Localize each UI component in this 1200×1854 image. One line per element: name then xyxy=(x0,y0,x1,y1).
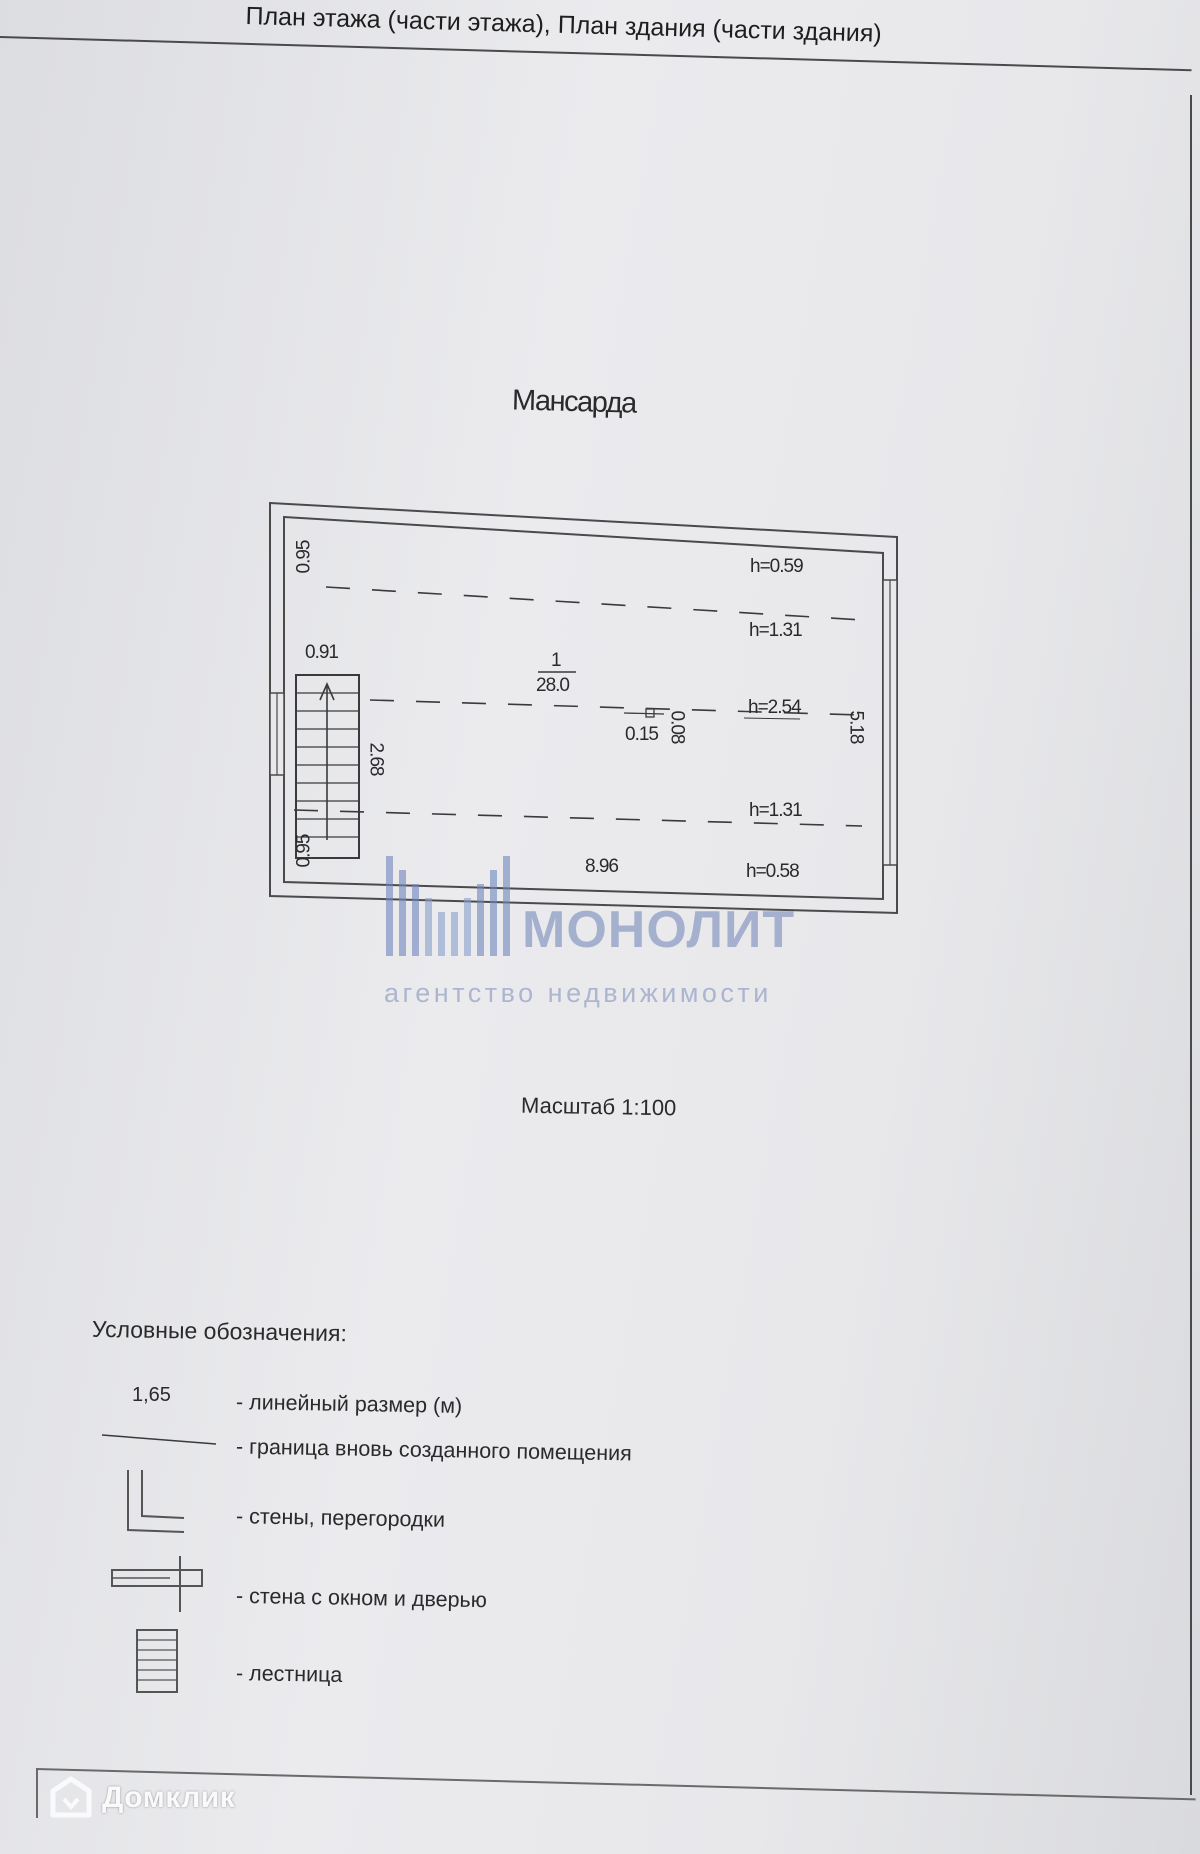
height-line-upper xyxy=(326,587,862,620)
height-label-3: h=2.54 xyxy=(748,697,801,718)
dim-column-a: 0.15 xyxy=(625,724,658,745)
legend-item-stairs: - лестница xyxy=(235,1661,343,1687)
page-title: План этажа (части этажа), План здания (части здания) xyxy=(245,2,883,48)
legend-item-window-door: - стена с окном и дверью xyxy=(235,1583,488,1613)
dim-stair-width: 0.91 xyxy=(305,642,338,663)
column-marker xyxy=(624,709,664,717)
scale-label: Масштаб 1:100 xyxy=(520,1092,677,1121)
domclick-watermark xyxy=(48,1775,235,1821)
dashed-boundary-icon xyxy=(102,1435,216,1444)
room-number: 1 xyxy=(551,650,561,671)
height-label-2: h=1.31 xyxy=(749,620,802,641)
dim-stair-length: 2.68 xyxy=(365,742,387,776)
height-label-5: h=0.58 xyxy=(746,861,799,882)
staircase xyxy=(296,675,359,858)
dim-top-left-vertical: 0.95 xyxy=(293,540,315,574)
dim-column-b: 0.08 xyxy=(666,710,688,744)
domclick-brand-name: Домклик xyxy=(102,1781,236,1814)
room-area: 28.0 xyxy=(536,675,569,696)
legend-item-boundary: - граница вновь созданного помещения xyxy=(235,1434,632,1466)
watermark-subtitle: агентство недвижимости xyxy=(384,978,772,1008)
right-window xyxy=(883,580,897,865)
stairs-icon xyxy=(137,1630,177,1692)
height-label-4: h=1.31 xyxy=(749,800,802,821)
legend-item-walls: - стены, перегородки xyxy=(235,1504,446,1532)
floor-name: Мансарда xyxy=(511,384,637,420)
watermark-brand-name: МОНОЛИТ xyxy=(522,901,796,959)
legend-sample-value: 1,65 xyxy=(132,1384,171,1406)
dim-width: 5.18 xyxy=(845,710,867,744)
domclick-logo-icon xyxy=(48,1775,94,1821)
dim-bottom-left-vertical: 0.95 xyxy=(293,834,315,868)
legend-title: Условные обозначения: xyxy=(91,1315,348,1347)
height-label-1: h=0.59 xyxy=(750,556,803,577)
left-window xyxy=(270,693,284,775)
wall-corner-icon xyxy=(128,1470,184,1532)
wall-window-door-icon xyxy=(112,1556,202,1612)
legend-item-dimension: - линейный размер (м) xyxy=(235,1390,463,1418)
dim-length: 8.96 xyxy=(585,856,618,877)
monolith-logo-icon xyxy=(386,856,510,956)
